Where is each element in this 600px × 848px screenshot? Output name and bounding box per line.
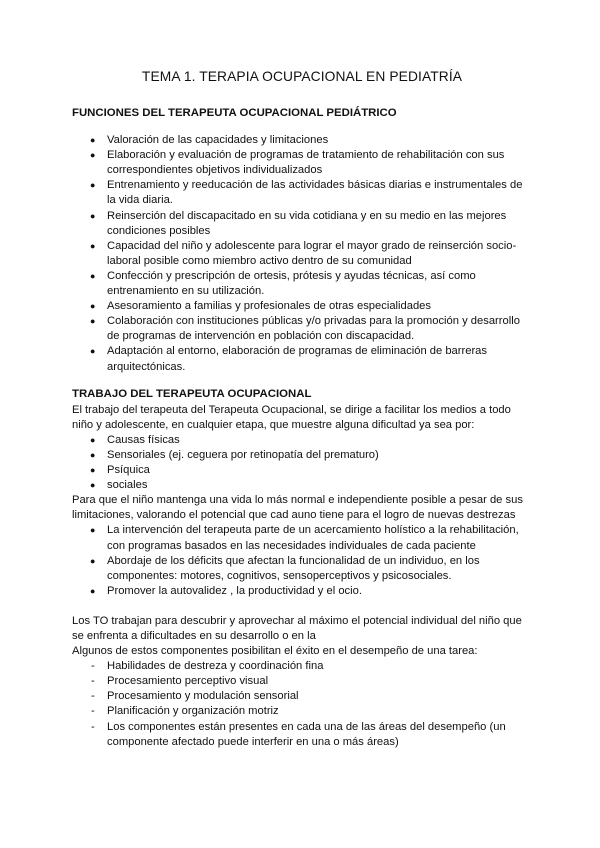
bullet-icon: ● [90, 240, 96, 251]
intervention-list [72, 523, 532, 598]
document-page [72, 68, 532, 750]
list-item-text: Procesamiento y modulación sensorial [107, 690, 299, 703]
list-item [72, 720, 532, 750]
list-item-text: Valoración de las capacidades y limitaciones [107, 134, 329, 147]
section-heading-funciones: FUNCIONES DEL TERAPEUTA OCUPACIONAL PEDIÁTRICO [72, 107, 397, 119]
bullet-icon: ● [90, 434, 96, 445]
list-item-text: Confección y prescripción de ortesis, prótesis y ayudas técnicas, así como entrenamiento en su utilización. [107, 269, 476, 298]
components-list [72, 659, 532, 750]
bullet-icon: ● [90, 585, 96, 596]
bullet-icon: ● [90, 525, 96, 536]
section-heading-trabajo: TRABAJO DEL TERAPEUTA OCUPACIONAL [72, 387, 312, 400]
list-item [72, 209, 532, 239]
list-item-text: Asesoramiento a familias y profesionales de otras especialidades [107, 300, 431, 313]
bullet-icon: ● [90, 301, 96, 312]
bullet-icon: ● [90, 210, 96, 221]
bullet-icon: ● [90, 316, 96, 327]
list-item-text: La intervención del terapeuta parte de un acercamiento holístico a la rehabilitación, con programas basados en las necesidades individuales de cada paciente [107, 524, 519, 552]
dash-icon: - [91, 705, 95, 718]
list-item [72, 523, 532, 553]
bullet-icon: ● [90, 180, 96, 191]
trabajo-intro-paragraph: El trabajo del terapeuta del Terapeuta Ocupacional, se dirige a facilitar los medios a todo niño y adolescente, en cualquier etapa, que muestre alguna dificultad ya sea por: [72, 403, 511, 431]
list-item [72, 584, 532, 599]
bullet-icon: ● [90, 465, 96, 476]
bullet-icon: ● [90, 150, 96, 161]
list-item [72, 314, 532, 344]
list-item [72, 269, 532, 299]
list-item [72, 659, 532, 674]
list-item [72, 463, 532, 478]
bullet-icon: ● [90, 135, 96, 146]
list-item-text: Entrenamiento y reeducación de las actividades básicas diarias e instrumentales de la vida diaria. [107, 179, 523, 207]
components-intro-paragraph: Algunos de estos componentes posibilitan el éxito en el desempeño de una tarea: [72, 645, 478, 658]
list-item-text: Promover la autovalidez , la productividad y el ocio. [107, 584, 362, 597]
list-item [72, 239, 532, 269]
list-item-text: Capacidad del niño y adolescente para lograr el mayor grado de reinserción socio-laboral posible como miembro activo dentro de su comunidad [107, 239, 517, 267]
list-item-text: Reinserción del discapacitado en su vida cotidiana y en su medio en las mejores condiciones posibles [107, 209, 507, 237]
list-item [72, 299, 532, 314]
funciones-list [72, 133, 532, 375]
list-item [72, 148, 532, 178]
list-item [72, 178, 532, 208]
document-title: TEMA 1. TERAPIA OCUPACIONAL EN PEDIATRÍA [141, 69, 463, 84]
list-item [72, 674, 532, 689]
bullet-icon: ● [90, 555, 96, 566]
list-item [72, 704, 532, 719]
bullet-icon: ● [90, 449, 96, 460]
list-item [72, 433, 532, 448]
to-work-paragraph: Los TO trabajan para descubrir y aprovechar al máximo el potencial individual del niño que se enfrenta a dificultades en su desarrollo o en la [72, 614, 522, 642]
dash-icon: - [91, 660, 95, 673]
bullet-icon: ● [90, 270, 96, 281]
spacer [72, 599, 532, 614]
dash-icon: - [91, 720, 95, 733]
list-item-text: Habilidades de destreza y coordinación fina [107, 660, 324, 673]
list-item-text: Elaboración y evaluación de programas de tratamiento de rehabilitación con sus correspondientes objetivos individualizados [107, 149, 505, 177]
bullet-icon: ● [90, 480, 96, 491]
list-item-text: Planificación y organización motriz [107, 705, 279, 718]
list-item [72, 478, 532, 493]
list-item [72, 689, 532, 704]
bullet-icon: ● [90, 346, 96, 357]
list-item-text: Abordaje de los déficits que afectan la funcionalidad de un individuo, en los componentes: motores, cognitivos, sensoperceptivos y psicosociales. [107, 554, 480, 582]
causes-list [72, 433, 532, 493]
list-item-text: sociales [107, 479, 148, 492]
list-item [72, 133, 532, 148]
list-item-text: Adaptación al entorno, elaboración de programas de eliminación de barreras arquitectónicas. [107, 345, 487, 373]
list-item-text: Causas físicas [107, 433, 180, 446]
list-item [72, 344, 532, 374]
list-item-text: Procesamiento perceptivo visual [107, 675, 269, 688]
list-item-text: Sensoriales (ej. ceguera por retinopatía del prematuro) [107, 448, 379, 461]
dash-icon: - [91, 690, 95, 703]
list-item [72, 448, 532, 463]
list-item-text: Los componentes están presentes en cada una de las áreas del desempeño (un componente afectado puede interferir en una o más áreas) [107, 720, 506, 748]
limitations-paragraph: Para que el niño mantenga una vida lo más normal e independiente posible a pesar de sus limitaciones, valorando el potencial que cad auno tiene para el logro de nuevas destrezas [72, 494, 523, 522]
list-item-text: Psíquica [107, 464, 150, 477]
list-item-text: Colaboración con instituciones públicas y/o privadas para la promoción y desarrollo de programas de intervención en población con discapacidad. [107, 315, 520, 343]
dash-icon: - [91, 675, 95, 688]
list-item [72, 554, 532, 584]
